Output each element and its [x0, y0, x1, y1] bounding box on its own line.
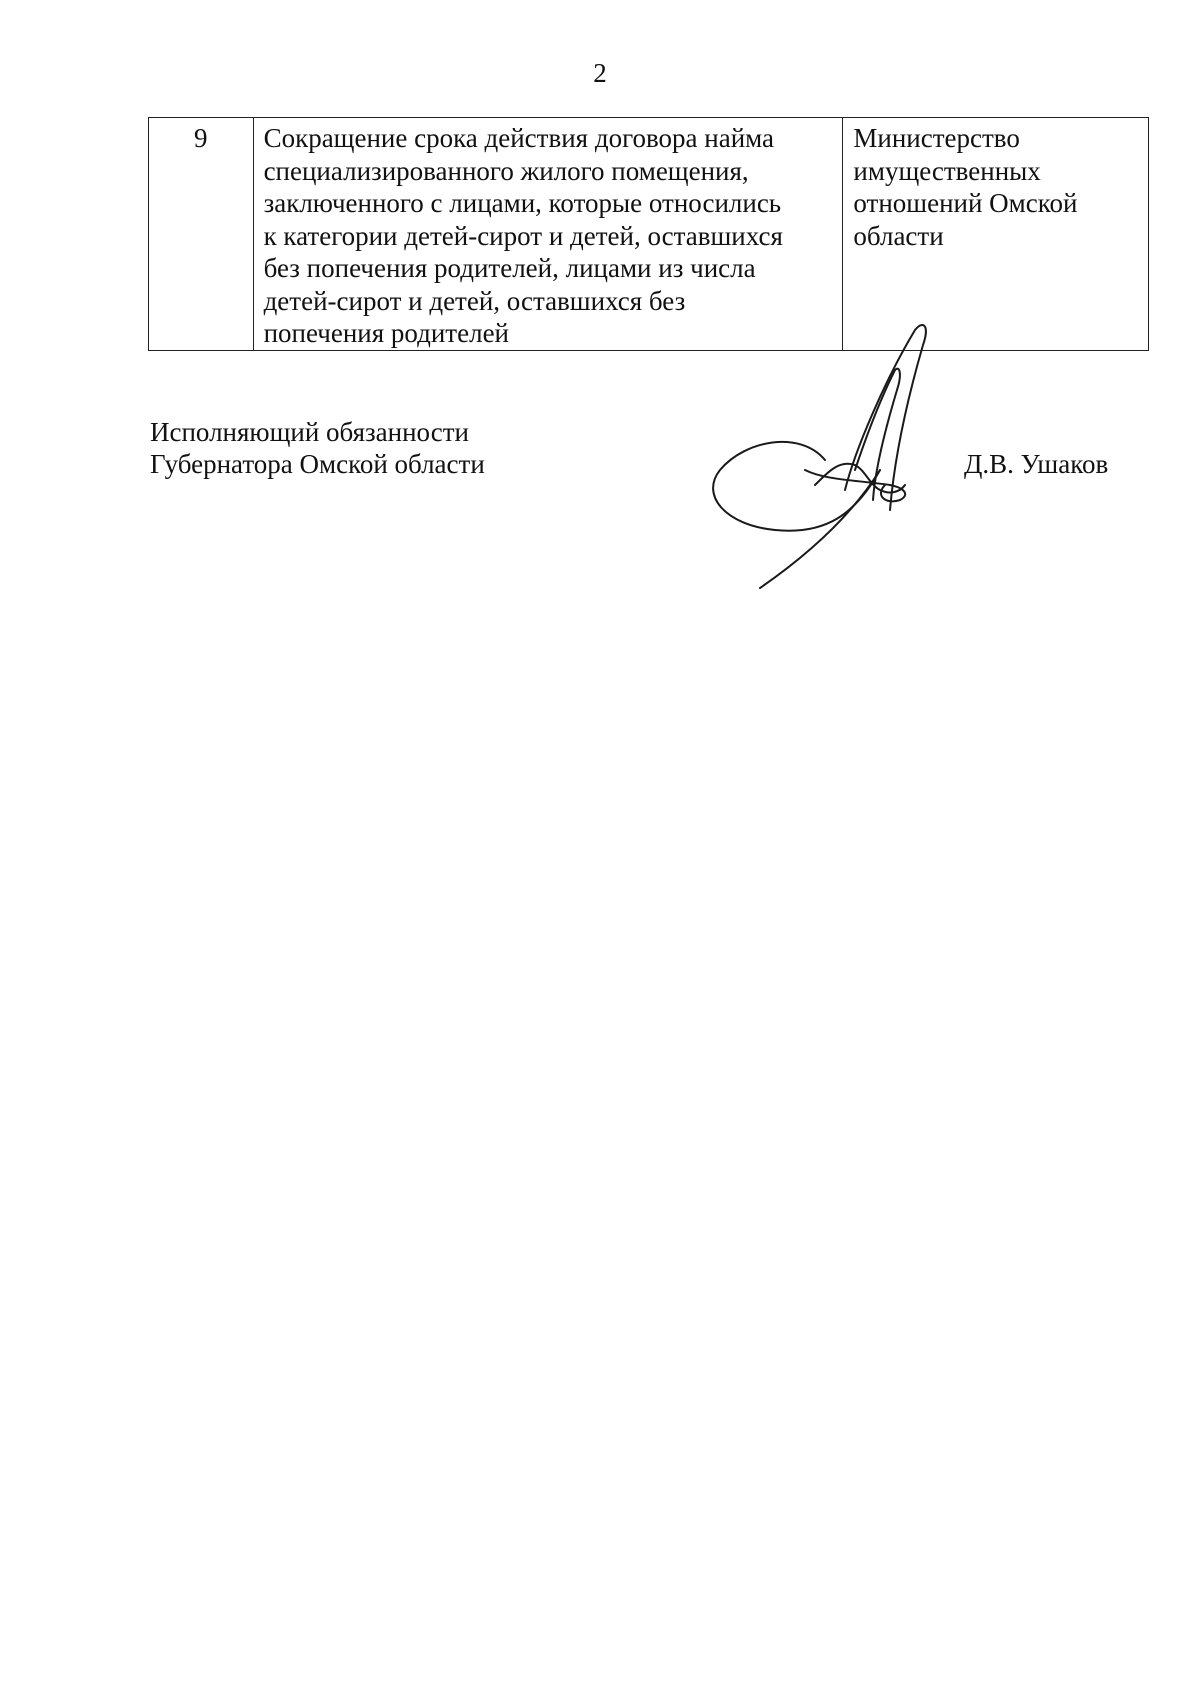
description-line: без попечения родителей, лицами из числа — [263, 253, 756, 283]
description-line: Сокращение срока действия договора найма — [263, 123, 775, 153]
description-line: специализированного жилого помещения, — [263, 155, 749, 186]
responsible-line: имущественных — [853, 155, 1041, 186]
description-line: попечения родителей — [263, 318, 510, 348]
position-line: Губернатора Омской области — [150, 449, 485, 479]
measure-description-cell — [253, 118, 843, 351]
description-line: заключенного с лицами, которые относились — [263, 188, 782, 218]
measures-table — [148, 117, 1149, 351]
description-line: к категории детей-сирот и детей, оставшихся — [263, 220, 783, 251]
position-line: Исполняющий обязанности — [150, 417, 469, 447]
responsible-line: отношений Омской — [853, 188, 1078, 218]
responsible-line: области — [853, 220, 944, 251]
signatory-position — [150, 416, 485, 480]
responsible-body-cell — [843, 118, 1149, 351]
page-number: 2 — [593, 58, 607, 88]
table-row — [149, 118, 1149, 351]
handwritten-signature — [705, 320, 965, 600]
description-line: детей-сирот и детей, оставшихся без — [263, 285, 686, 316]
responsible-line: Министерство — [853, 123, 1020, 153]
row-number-cell: 9 — [149, 118, 254, 351]
signer-name: Д.В. Ушаков — [964, 449, 1109, 479]
